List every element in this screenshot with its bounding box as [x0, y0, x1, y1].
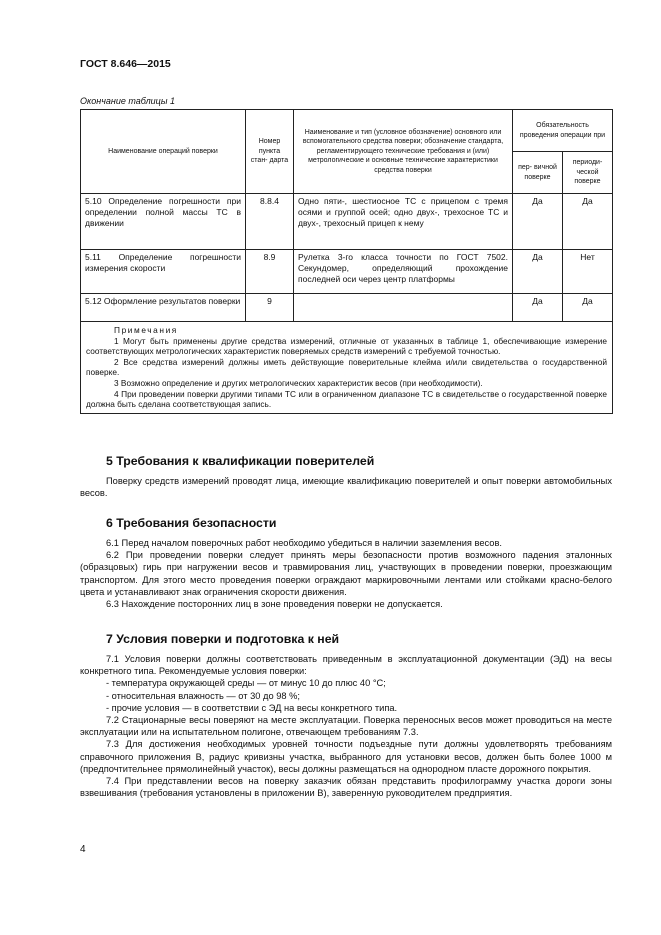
paragraph: Поверку средств измерений проводят лица, имеющие квалификацию поверителей и опыт поверки автомобильных весов.: [80, 476, 612, 499]
paragraph: 7.1 Условия поверки должны соответствовать приведенным в эксплуатационной документации (ЭД) на весы конкретного типа. Рекомендуемые условия поверки:: [80, 654, 612, 677]
paragraph: 6.3 Нахождение посторонних лиц в зоне проведения поверки не допускается.: [106, 599, 443, 610]
note-item: 3 Возможно определение и других метрологических характеристик весов (при необходимости).: [114, 377, 483, 388]
table-row: [81, 194, 613, 250]
cell-clause: 8.8.4: [246, 194, 294, 250]
table-row: [81, 294, 613, 322]
cell-periodic: Да: [563, 294, 613, 322]
note-item: 2 Все средства измерений должны иметь действующие поверительные клейма и/или свидетельства о государственной поверке.: [86, 356, 608, 378]
table-notes: [81, 322, 613, 414]
note-item: 4 При проведении поверки другими типами ТС или в ограниченном диапазоне ТС в свидетельстве о государственной поверке должна быть сделана соответствующая запись.: [86, 388, 608, 410]
section-7-body: [80, 653, 612, 799]
document-header: ГОСТ 8.646—2015: [80, 58, 171, 70]
paragraph: 7.3 Для достижения необходимых уровней точности подъездные пути должны удовлетворять требованиям справочного приложения В, радиус кривизны участка, выбранного для установки весов, должен быть более 1000 м (предпочтительнее прямолинейный участок), весы должны размещаться на однородном пласте дорожного покрытия.: [80, 739, 612, 774]
section-5-body: [80, 475, 612, 499]
cell-operation: 5.11 Определение погрешности измерения скорости: [81, 250, 246, 294]
header-clause-number: Номер пункта стан- дарта: [246, 110, 294, 194]
cell-clause: 8.9: [246, 250, 294, 294]
note-item: 1 Могут быть применены другие средства измерений, отличные от указанных в таблице 1, обеспечивающие измерение соответствующих метрологических характеристик поверяемых средств измерений с требуемой точностью.: [86, 335, 608, 357]
section-5-title: 5 Требования к квалификации поверителей: [106, 454, 375, 468]
cell-operation: 5.10 Определение погрешности при определении полной массы ТС в движении: [81, 194, 246, 250]
paragraph: 6.1 Перед началом поверочных работ необходимо убедиться в наличии заземления весов.: [106, 538, 502, 548]
cell-primary: Да: [513, 250, 563, 294]
page-number: 4: [80, 844, 86, 855]
cell-primary: Да: [513, 294, 563, 322]
cell-operation: 5.12 Оформление результатов поверки: [81, 294, 246, 322]
header-primary: пер- вичной поверке: [513, 152, 563, 194]
section-6-title: 6 Требования безопасности: [106, 516, 277, 530]
verification-operations-table: [80, 109, 613, 414]
section-6-body: [80, 537, 612, 610]
list-item: - температура окружающей среды — от минус 10 до плюс 40 °С;: [106, 678, 386, 689]
table-caption: Окончание таблицы 1: [80, 96, 175, 106]
cell-means: Рулетка 3-го класса точности по ГОСТ 7502. Секундомер, определяющий прохождение последней оси через центр платформы: [294, 250, 513, 294]
cell-means: Одно пяти-, шестиосное ТС с прицепом с тремя осями и группой осей; одно двух-, трехосное ТС и двух-, трехосный прицеп к нему: [294, 194, 513, 250]
notes-title: Примечания: [114, 325, 178, 335]
cell-primary: Да: [513, 194, 563, 250]
cell-periodic: Нет: [563, 250, 613, 294]
section-7-title: 7 Условия поверки и подготовка к ней: [106, 632, 340, 646]
header-obligation: Обязательность проведения операции при: [513, 110, 613, 152]
cell-periodic: Да: [563, 194, 613, 250]
cell-means: [294, 294, 513, 322]
header-operation: Наименование операций поверки: [81, 110, 246, 194]
cell-clause: 9: [246, 294, 294, 322]
paragraph: 7.4 При представлении весов на поверку заказчик обязан представить профилограмму участка дороги зоны взвешивания (требования установлены в приложении В), заверенную руководителем предприятия.: [80, 776, 612, 799]
list-item: - относительная влажность — от 30 до 98 %;: [106, 690, 300, 701]
list-item: - прочие условия — в соответствии с ЭД на весы конкретного типа.: [106, 702, 398, 713]
table-row: [81, 250, 613, 294]
header-verification-means: Наименование и тип (условное обозначение) основного или вспомогательного средства поверки; обозначение стандарта, регламентирующего технические требования и (или) метрологические и основные технические характеристики средства поверки: [294, 110, 513, 194]
header-periodic: периоди- ческой поверке: [563, 152, 613, 194]
paragraph: 7.2 Стационарные весы поверяют на месте эксплуатации. Поверка переносных весов может проводиться на месте эксплуатации или на испытательном полигоне, отвечающем требованиям 7.3.: [80, 715, 612, 738]
paragraph: 6.2 При проведении поверки следует принять меры безопасности против возможного падения эталонных (образцовых) гирь при нагружении весов и травмирования лиц, участвующих в проведении поверки, проезжающим транспортом. Для этого место проведения поверки ограждают маркировочными лентами или стойками красно-белого цвета и устанавливают знак ограничения скорости движения.: [80, 550, 612, 597]
